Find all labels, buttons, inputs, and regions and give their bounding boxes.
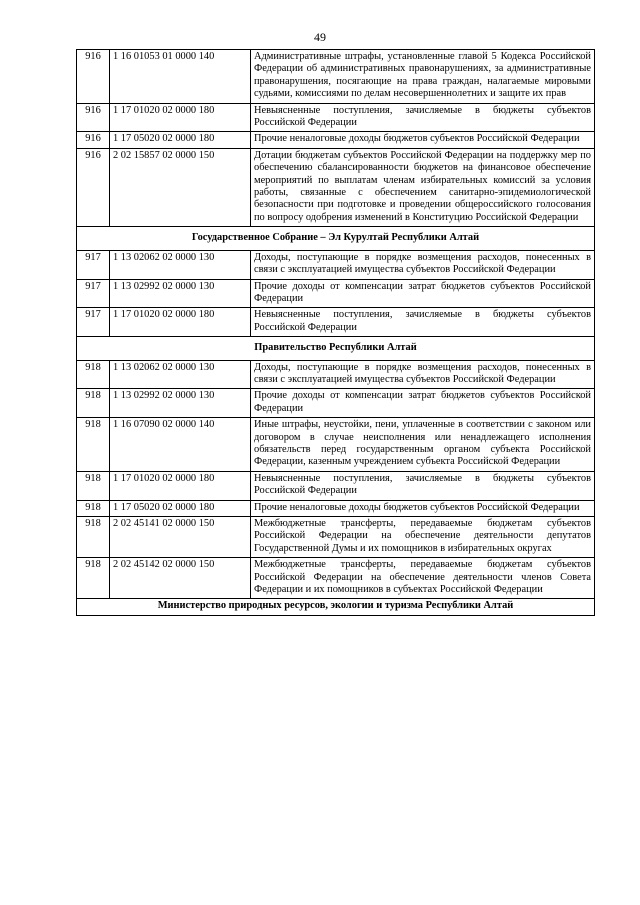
revenue-name-cell: Межбюджетные трансферты, передаваемые бюджетам субъектов Российской Федерации на обеспечение деятельности членов Совета Федерации и их помощников в субъектах Российской Федерации xyxy=(251,558,595,599)
revenue-name-cell: Невыясненные поступления, зачисляемые в бюджеты субъектов Российской Федерации xyxy=(251,471,595,500)
budget-code-cell: 1 17 01020 02 0000 180 xyxy=(110,103,251,132)
table-row xyxy=(77,389,595,418)
admin-code-cell: 917 xyxy=(77,308,110,337)
revenue-name-cell: Прочие доходы от компенсации затрат бюджетов субъектов Российской Федерации xyxy=(251,389,595,418)
revenue-name-cell: Прочие неналоговые доходы бюджетов субъектов Российской Федерации xyxy=(251,500,595,516)
admin-code-cell: 916 xyxy=(77,132,110,148)
revenue-name-cell: Межбюджетные трансферты, передаваемые бюджетам субъектов Российской Федерации на обеспечение деятельности депутатов Государственной Думы и их помощников в избирательных округах xyxy=(251,517,595,558)
budget-code-cell: 1 13 02062 02 0000 130 xyxy=(110,250,251,279)
table-body xyxy=(77,50,595,616)
budget-code-cell: 1 17 01020 02 0000 180 xyxy=(110,308,251,337)
budget-code-cell: 1 13 02062 02 0000 130 xyxy=(110,360,251,389)
table-row xyxy=(77,308,595,337)
revenue-name-cell: Невыясненные поступления, зачисляемые в бюджеты субъектов Российской Федерации xyxy=(251,308,595,337)
table-row xyxy=(77,471,595,500)
budget-code-cell: 1 17 05020 02 0000 180 xyxy=(110,132,251,148)
revenue-name-cell: Иные штрафы, неустойки, пени, уплаченные в соответствии с законом или договором в случае неисполнения или ненадлежащего исполнения обязательств перед государственным органом субъекта Российской Федерации, казенным учреждением субъекта Российской Федерации xyxy=(251,418,595,472)
table-row xyxy=(77,250,595,279)
revenue-name-cell: Прочие неналоговые доходы бюджетов субъектов Российской Федерации xyxy=(251,132,595,148)
table-row xyxy=(77,50,595,104)
table-row xyxy=(77,148,595,226)
budget-code-cell: 1 17 05020 02 0000 180 xyxy=(110,500,251,516)
admin-code-cell: 917 xyxy=(77,279,110,308)
section-title: Правительство Республики Алтай xyxy=(77,337,595,360)
admin-code-cell: 918 xyxy=(77,558,110,599)
budget-code-cell: 1 13 02992 02 0000 130 xyxy=(110,389,251,418)
budget-code-cell: 2 02 15857 02 0000 150 xyxy=(110,148,251,226)
revenue-name-cell: Невыясненные поступления, зачисляемые в бюджеты субъектов Российской Федерации xyxy=(251,103,595,132)
budget-code-cell: 1 16 01053 01 0000 140 xyxy=(110,50,251,104)
admin-code-cell: 916 xyxy=(77,50,110,104)
revenue-name-cell: Административные штрафы, установленные главой 5 Кодекса Российской Федерации об административных правонарушениях, за административные правонарушения, посягающие на права граждан, налагаемые мировыми судьями, комиссиями по делам несовершеннолетних и защите их прав xyxy=(251,50,595,104)
table-row xyxy=(77,103,595,132)
table-row xyxy=(77,132,595,148)
admin-code-cell: 918 xyxy=(77,389,110,418)
revenue-name-cell: Доходы, поступающие в порядке возмещения расходов, понесенных в связи с эксплуатацией имущества субъектов Российской Федерации xyxy=(251,360,595,389)
table-row xyxy=(77,360,595,389)
table-row xyxy=(77,558,595,599)
admin-code-cell: 918 xyxy=(77,360,110,389)
budget-code-cell: 1 17 01020 02 0000 180 xyxy=(110,471,251,500)
table-row xyxy=(77,279,595,308)
table-row xyxy=(77,517,595,558)
admin-code-cell: 918 xyxy=(77,418,110,472)
revenue-name-cell: Доходы, поступающие в порядке возмещения расходов, понесенных в связи с эксплуатацией имущества субъектов Российской Федерации xyxy=(251,250,595,279)
admin-code-cell: 918 xyxy=(77,517,110,558)
budget-code-cell: 1 13 02992 02 0000 130 xyxy=(110,279,251,308)
budget-code-cell: 2 02 45141 02 0000 150 xyxy=(110,517,251,558)
section-header-row xyxy=(77,599,595,615)
admin-code-cell: 917 xyxy=(77,250,110,279)
admin-code-cell: 918 xyxy=(77,471,110,500)
revenue-name-cell: Прочие доходы от компенсации затрат бюджетов субъектов Российской Федерации xyxy=(251,279,595,308)
table-row xyxy=(77,500,595,516)
admin-code-cell: 916 xyxy=(77,148,110,226)
budget-code-cell: 2 02 45142 02 0000 150 xyxy=(110,558,251,599)
revenue-codes-table xyxy=(76,49,595,616)
table-row xyxy=(77,418,595,472)
page-number: 49 xyxy=(314,30,326,44)
admin-code-cell: 918 xyxy=(77,500,110,516)
revenue-name-cell: Дотации бюджетам субъектов Российской Федерации на поддержку мер по обеспечению сбалансированности бюджетов на финансовое обеспечение мероприятий по выплатам членам избирательных комиссий за условия работы, связанные с обеспечением санитарно-эпидемиологической безопасности при подготовке и проведении общероссийского голосования по вопросу одобрения изменений в Конституцию Российской Федерации xyxy=(251,148,595,226)
budget-code-cell: 1 16 07090 02 0000 140 xyxy=(110,418,251,472)
section-title: Министерство природных ресурсов, экологии и туризма Республики Алтай xyxy=(77,599,595,615)
section-header-row xyxy=(77,227,595,250)
section-header-row xyxy=(77,337,595,360)
section-title: Государственное Собрание – Эл Курултай Республики Алтай xyxy=(77,227,595,250)
admin-code-cell: 916 xyxy=(77,103,110,132)
